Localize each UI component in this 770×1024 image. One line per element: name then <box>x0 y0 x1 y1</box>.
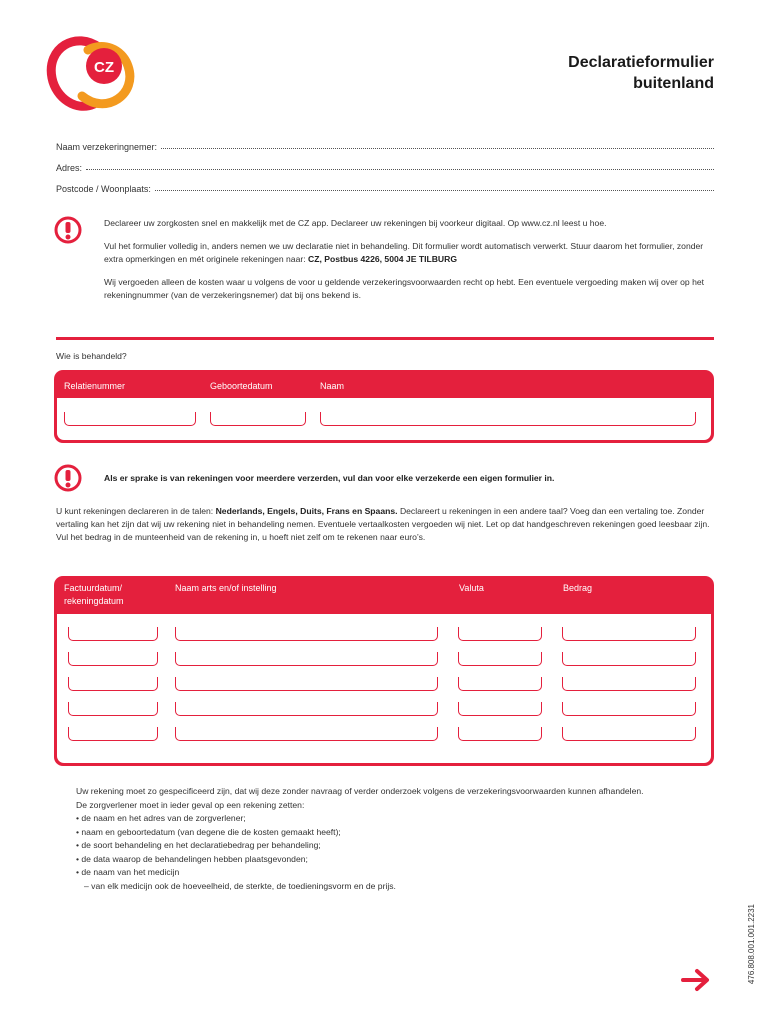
languages-text <box>56 505 716 544</box>
languages-list: Nederlands, Engels, Duits, Frans en Spaans. <box>215 506 398 516</box>
input-valuta[interactable] <box>458 677 542 691</box>
intro-address: CZ, Postbus 4226, 5004 JE TILBURG <box>308 254 458 264</box>
list-item: • de data waarop de behandelingen hebben plaatsgevonden; <box>76 853 308 864</box>
patient-panel-body <box>57 398 711 440</box>
col-naam-arts: Naam arts en/of instelling <box>175 583 277 593</box>
intro-p1: Declareer uw zorgkosten snel en makkelijk met de CZ app. Declareer uw rekeningen bij voorkeur digitaal. Op www.cz.nl leest u hoe. <box>104 218 607 228</box>
input-naam[interactable] <box>320 412 696 426</box>
logo-text: CZ <box>94 59 114 76</box>
form-code: 476.808.001.001.2231 <box>747 903 756 984</box>
input-geboortedatum[interactable] <box>210 412 306 426</box>
field-naam[interactable] <box>56 142 714 152</box>
field-adres-label: Adres: <box>56 163 83 173</box>
input-bedrag[interactable] <box>562 677 696 691</box>
page-title <box>568 52 714 94</box>
input-valuta[interactable] <box>458 702 542 716</box>
input-naam-arts[interactable] <box>175 727 438 741</box>
input-naam-arts[interactable] <box>175 677 438 691</box>
input-factuurdatum[interactable] <box>68 627 158 641</box>
alert-icon <box>54 464 82 492</box>
field-naam-line[interactable] <box>161 147 714 149</box>
invoice-panel-body <box>57 614 711 763</box>
languages-c: Declareert u rekeningen in een andere taal? Voeg dan een vertaling toe. Zonder vertaling kan het zijn dat wij uw rekening niet in behandeling nemen. Eventuele vertaalkosten vergoeden wij niet. Let op dat handgeschreven rekeningen goed leesbaar zijn. <box>56 506 710 529</box>
field-postcode-label: Postcode / Woonplaats: <box>56 184 151 194</box>
field-adres[interactable] <box>56 163 714 173</box>
input-naam-arts[interactable] <box>175 627 438 641</box>
input-factuurdatum[interactable] <box>68 677 158 691</box>
intro-p2 <box>104 240 714 266</box>
input-bedrag[interactable] <box>562 727 696 741</box>
invoice-panel <box>54 576 714 766</box>
col-valuta: Valuta <box>459 583 484 593</box>
input-bedrag[interactable] <box>562 702 696 716</box>
requirements-l2: De zorgverlener moet in ieder geval op een rekening zetten: <box>76 799 305 810</box>
title-line-2: buitenland <box>633 75 714 92</box>
divider <box>56 337 714 340</box>
list-item: • naam en geboortedatum (van degene die de kosten gemaakt heeft); <box>76 826 341 837</box>
warning-multiple-insured: Als er sprake is van rekeningen voor meerdere verzerden, vul dan voor elke verzekerde een eigen formulier in. <box>104 473 555 483</box>
cz-logo <box>46 34 136 118</box>
input-factuurdatum[interactable] <box>68 652 158 666</box>
col-factuurdatum-line2: rekeningdatum <box>64 596 124 606</box>
patient-panel <box>54 370 714 443</box>
input-naam-arts[interactable] <box>175 702 438 716</box>
input-relatienummer[interactable] <box>64 412 196 426</box>
list-item: • de soort behandeling en het declaratiebedrag per behandeling; <box>76 840 321 850</box>
intro-text <box>104 217 714 302</box>
list-item: • de naam van het medicijn <box>76 867 180 877</box>
input-factuurdatum[interactable] <box>68 702 158 716</box>
alert-icon <box>54 216 82 244</box>
list-item: • de naam en het adres van de zorgverlener; <box>76 813 246 823</box>
field-adres-line[interactable] <box>86 168 714 170</box>
next-page-arrow-icon[interactable] <box>680 968 712 992</box>
requirements-text <box>76 785 706 893</box>
col-naam: Naam <box>320 381 345 391</box>
col-relatienummer: Relatienummer <box>64 381 126 391</box>
input-bedrag[interactable] <box>562 627 696 641</box>
input-valuta[interactable] <box>458 627 542 641</box>
list-subitem: – van elk medicijn ook de hoeveelheid, de sterkte, de toedieningsvorm en de prijs. <box>84 880 396 891</box>
col-factuurdatum-line1: Factuurdatum/ <box>64 583 123 593</box>
languages-a: U kunt rekeningen declareren in de talen: <box>56 506 214 516</box>
title-line-1: Declaratieformulier <box>568 54 714 71</box>
intro-p3: Wij vergoeden alleen de kosten waar u volgens de voor u geldende verzekeringsvoorwaarden recht op hebt. Een eventuele vergoeding maken wij over op het rekeningnummer (van de verzekeringsnemer) dat bij ons bekend is. <box>104 277 705 300</box>
col-factuurdatum <box>64 582 124 608</box>
input-valuta[interactable] <box>458 727 542 741</box>
requirements-l1: Uw rekening moet zo gespecificeerd zijn, dat wij deze zonder navraag of verder onderzoek volgens de verzekeringsvoorwaarden kunnen afhandelen. <box>76 786 644 796</box>
patient-question: Wie is behandeld? <box>56 351 127 361</box>
input-factuurdatum[interactable] <box>68 727 158 741</box>
col-geboortedatum: Geboortedatum <box>210 381 273 391</box>
input-bedrag[interactable] <box>562 652 696 666</box>
cz-logo-icon <box>46 34 136 118</box>
field-postcode[interactable] <box>56 184 714 194</box>
intro-p2-text: Vul het formulier volledig in, anders nemen we uw declaratie niet in behandeling. Dit formulier wordt automatisch verwerkt. Stuur daarom het formulier, zonder extra opmerkingen en mét originele rekeningen naar: <box>104 241 704 264</box>
field-naam-label: Naam verzekeringnemer: <box>56 142 158 152</box>
col-bedrag: Bedrag <box>563 583 593 593</box>
input-valuta[interactable] <box>458 652 542 666</box>
field-postcode-line[interactable] <box>155 189 714 191</box>
input-naam-arts[interactable] <box>175 652 438 666</box>
languages-d: Vul het bedrag in de munteenheid van de rekening in, u hoeft niet zelf om te rekenen naar euro’s. <box>56 532 426 542</box>
